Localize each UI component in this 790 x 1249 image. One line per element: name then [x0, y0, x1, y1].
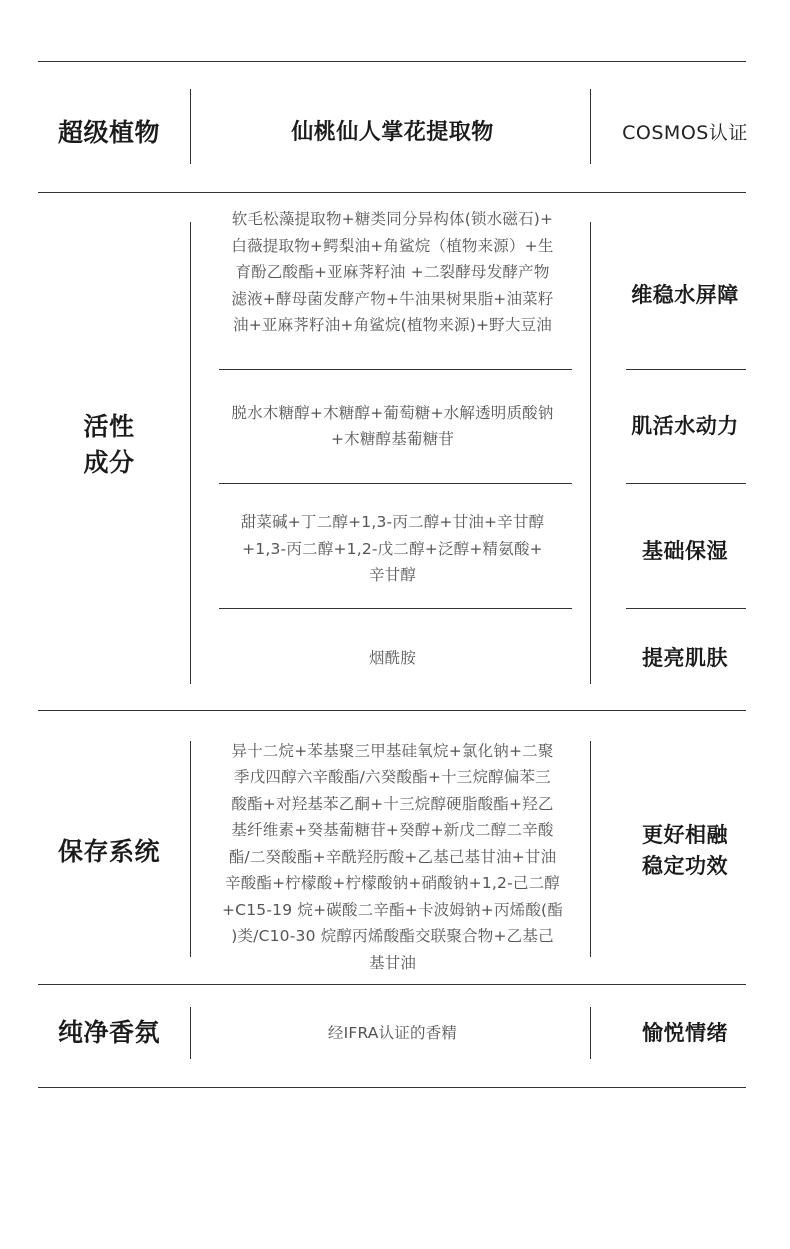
column-divider [190, 89, 191, 164]
benefit-active-2: 肌活水动力 [631, 413, 739, 438]
category-fragrance: 纯净香氛 [57, 1018, 160, 1047]
divider-top [38, 61, 746, 62]
ingredient-active-3: 甜菜碱+丁二醇+1,3-丙二醇+甘油+辛甘醇 +1,3-丙二醇+1,2-戊二醇+泛醇+精氨酸+ 辛甘醇 [240, 513, 545, 585]
benefit-preserve: 更好相融 稳定功效 [642, 823, 728, 878]
benefit-active-4: 提亮肌肤 [642, 645, 728, 670]
column-divider [590, 741, 591, 957]
ingredient-fragrance: 经IFRA认证的香精 [327, 1023, 458, 1042]
ingredient-preserve: 异十二烷+苯基聚三甲基硅氧烷+氯化钠+二聚 季戊四醇六辛酸酯/六癸酸酯+十三烷醇偏苯三 酸酯+对羟基苯乙酮+十三烷醇硬脂酸酯+羟乙 基纤维素+癸基葡糖苷+癸醇+新戊二醇二辛酸 酯/二癸酸酯+辛酰羟肟酸+乙基己基甘油+甘油 辛酸酯+柠檬酸+柠檬酸钠+硝酸钠+1,2-己二醇 +C15-19 烷+碳酸二辛酯+卡波姆钠+丙烯酸(酯 )类/C10-30 烷醇丙烯酸酯交联聚合物+乙基己 基甘油 [222, 741, 563, 972]
active-sub-divider [626, 369, 746, 370]
divider-bottom [38, 1087, 746, 1088]
active-sub-divider [219, 608, 572, 609]
ingredient-active-1: 软毛松藻提取物+糖类同分异构体(锁水磁石)+ 白薇提取物+鳄梨油+角鲨烷（植物来源）+生 育酚乙酸酯+亚麻荠籽油 +二裂酵母发酵产物 滤液+酵母菌发酵产物+牛油果树果脂+油菜籽 油+亚麻荠籽油+角鲨烷(植物来源)+野大豆油 [231, 210, 554, 335]
category-active: 活性 成分 [83, 412, 135, 477]
benefit-fragrance: 愉悦情绪 [642, 1020, 728, 1045]
column-divider [190, 741, 191, 957]
ingredient-active-4: 烟酰胺 [368, 648, 417, 667]
category-super-plant: 超级植物 [57, 118, 160, 147]
column-divider [190, 1007, 191, 1059]
benefit-cosmos: COSMOS认证 [622, 121, 748, 144]
category-preserve: 保存系统 [57, 837, 160, 866]
benefit-active-3: 基础保湿 [642, 538, 728, 563]
active-sub-divider [219, 483, 572, 484]
ingredient-active-2: 脱水木糖醇+木糖醇+葡萄糖+水解透明质酸钠 +木糖醇基葡糖苷 [231, 403, 554, 448]
active-sub-divider [626, 608, 746, 609]
column-divider [190, 222, 191, 684]
active-sub-divider [626, 483, 746, 484]
divider-after-preserve [38, 984, 746, 985]
divider-after-plant [38, 192, 746, 193]
column-divider [590, 89, 591, 164]
divider-after-active [38, 710, 746, 711]
column-divider [590, 222, 591, 684]
ingredient-super-plant: 仙桃仙人掌花提取物 [291, 119, 494, 145]
active-sub-divider [219, 369, 572, 370]
column-divider [590, 1007, 591, 1059]
benefit-active-1: 维稳水屏障 [631, 282, 739, 307]
